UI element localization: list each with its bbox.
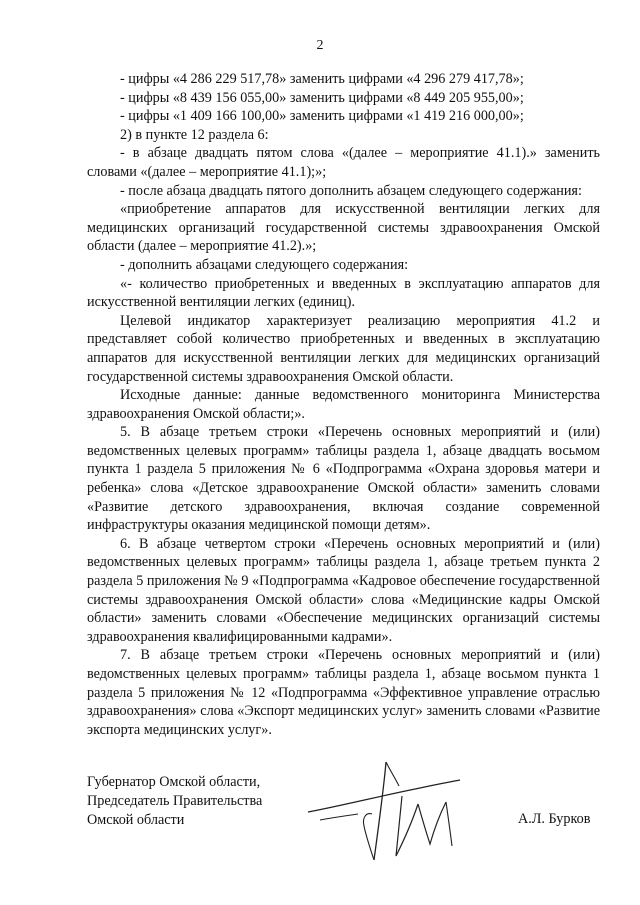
signatory-title-line-1: Губернатор Омской области, <box>87 774 261 790</box>
paragraph-10: Целевой индикатор характеризует реализацию мероприятия 41.2 и представляет собой количество приобретенных и введенных в эксплуатацию аппаратов для искусственной вентиляции легких для медицинских организаций государственной системы здравоохранения Омской области. <box>87 312 600 385</box>
paragraph-6: - после абзаца двадцать пятого дополнить абзацем следующего содержания: <box>120 182 582 199</box>
signatory-title-line-2: Председатель Правительства <box>87 793 263 809</box>
page-number: 2 <box>316 38 324 53</box>
signer-name: А.Л. Бурков <box>518 811 591 827</box>
paragraph-7: «приобретение аппаратов для искусственной вентиляции легких для медицинских организаций государственной системы здравоохранения Омской области (далее – мероприятие 41.2).»; <box>87 201 600 255</box>
signatory-title-line-3: Омской области <box>87 812 185 828</box>
paragraph-3: - цифры «1 409 166 100,00» заменить цифрами «1 419 216 000,00»; <box>120 108 524 125</box>
paragraph-1: - цифры «4 286 229 517,78» заменить цифрами «4 296 279 417,78»; <box>120 71 524 87</box>
paragraph-14: 7. В абзаце третьем строки «Перечень основных мероприятий и (или) ведомственных целевых программ» таблицы раздела 1, абзаце восьмом пункта 1 раздела 5 приложения № 12 «Подпрограмма «Эффективное управление отраслью здравоохранения» слова «Экспорт медицинских услуг» заменить словами «Развитие экспорта медицинских услуг». <box>87 647 600 738</box>
paragraph-4: 2) в пункте 12 раздела 6: <box>120 126 269 143</box>
paragraph-11: Исходные данные: данные ведомственного мониторинга Министерства здравоохранения Омской области;». <box>87 387 600 422</box>
paragraph-12: 5. В абзаце третьем строки «Перечень основных мероприятий и (или) ведомственных целевых программ» таблицы раздела 1, абзаце двадцать восьмом пункта 1 раздела 5 приложения № 6 «Подпрограмма «Охрана здоровья матери и ребенка» слова «Детское здравоохранение Омской области» заменить словами «Развитие детского здравоохранения, включая создание современной инфраструктуры оказания медицинской помощи детям». <box>87 424 600 534</box>
paragraph-9: «- количество приобретенных и введенных в эксплуатацию аппаратов для искусственной вентиляции легких (единиц). <box>87 275 600 311</box>
paragraph-13: 6. В абзаце четвертом строки «Перечень основных мероприятий и (или) ведомственных целевых программ» таблицы раздела 1, абзаце третьем пункта 2 раздела 5 приложения № 9 «Подпрограмма «Кадровое обеспечение государственной системы здравоохранения Омской области» слова «Медицинские кадры Омской области» заменить словами «Обеспечение медицинских организаций системы здравоохранения квалифицированными кадрами». <box>87 535 600 645</box>
handwritten-signature <box>300 756 470 866</box>
paragraph-8: - дополнить абзацами следующего содержания: <box>120 256 409 273</box>
signatory-title <box>87 773 262 830</box>
paragraph-2: - цифры «8 439 156 055,00» заменить цифрами «8 449 205 955,00»; <box>120 89 524 106</box>
paragraph-5: - в абзаце двадцать пятом слова «(далее – мероприятие 41.1).» заменить словами «(далее – мероприятие 41.1);»; <box>87 145 600 180</box>
document-body <box>87 70 600 739</box>
